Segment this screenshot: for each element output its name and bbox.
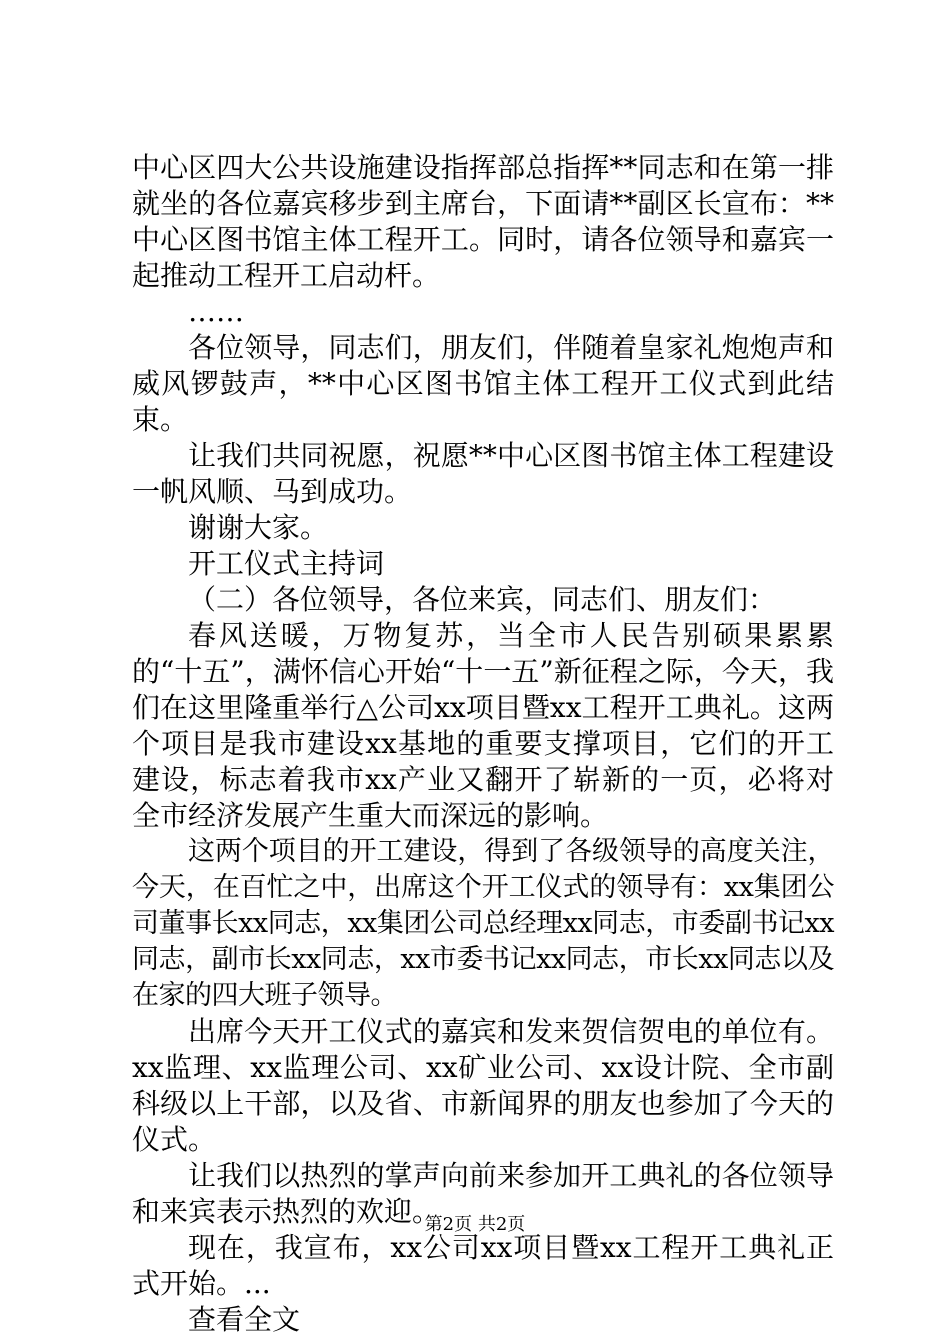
paragraph-spring: 春风送暖，万物复苏，当全市人民告别硕果累累的“十五”，满怀信心开始“十一五”新征程之际，今天，我们在这里隆重举行△公司xx项目暨xx工程开工典礼。这两个项目是我市建设xx基地的重要支撑项目，它们的开工建设，标志着我市xx产业又翻开了崭新的一页，必将对全市经济发展产生重大而深远的影响。 (132, 619, 834, 832)
paragraph-applause: 让我们以热烈的掌声向前来参加开工典礼的各位领导和来宾表示热烈的欢迎。 (132, 1159, 834, 1228)
page-number: 第2页 共2页 (424, 1214, 526, 1235)
view-full-text-link[interactable]: 查看全文 (188, 1303, 301, 1336)
paragraph-ellipsis: …… (188, 295, 244, 328)
paragraph-thanks: 谢谢大家。 (188, 511, 329, 544)
paragraph-greeting: （二）各位领导，各位来宾，同志们、朋友们： (188, 583, 777, 616)
paragraph-leaders: 这两个项目的开工建设，得到了各级领导的高度关注，今天，在百忙之中，出席这个开工仪式的领导有：xx集团公司董事长xx同志，xx集团公司总经理xx同志，市委副书记xx同志，副市长xx同志，xx市委书记xx同志，市长xx同志以及在家的四大班子领导。 (132, 836, 834, 1011)
paragraph-closing: 各位领导，同志们，朋友们，伴随着皇家礼炮炮声和威风锣鼓声，**中心区图书馆主体工程开工仪式到此结束。 (132, 331, 834, 436)
paragraph-ceremony-start: 中心区四大公共设施建设指挥部总指挥**同志和在第一排就坐的各位嘉宾移步到主席台，下面请**副区长宣布：**中心区图书馆主体工程开工。同时，请各位领导和嘉宾一起推动工程开工启动杆。 (132, 151, 834, 292)
section-title: 开工仪式主持词 (188, 547, 385, 580)
paragraph-wishes: 让我们共同祝愿，祝愿**中心区图书馆主体工程建设一帆风顺、马到成功。 (132, 439, 834, 508)
document-body (132, 150, 834, 1338)
paragraph-guests: 出席今天开工仪式的嘉宾和发来贺信贺电的单位有。xx监理、xx监理公司、xx矿业公司、xx设计院、全市副科级以上干部，以及省、市新闻界的朋友也参加了今天的仪式。 (132, 1015, 834, 1156)
paragraph-announcement: 现在，我宣布，xx公司xx项目暨xx工程开工典礼正式开始。... (132, 1231, 834, 1300)
